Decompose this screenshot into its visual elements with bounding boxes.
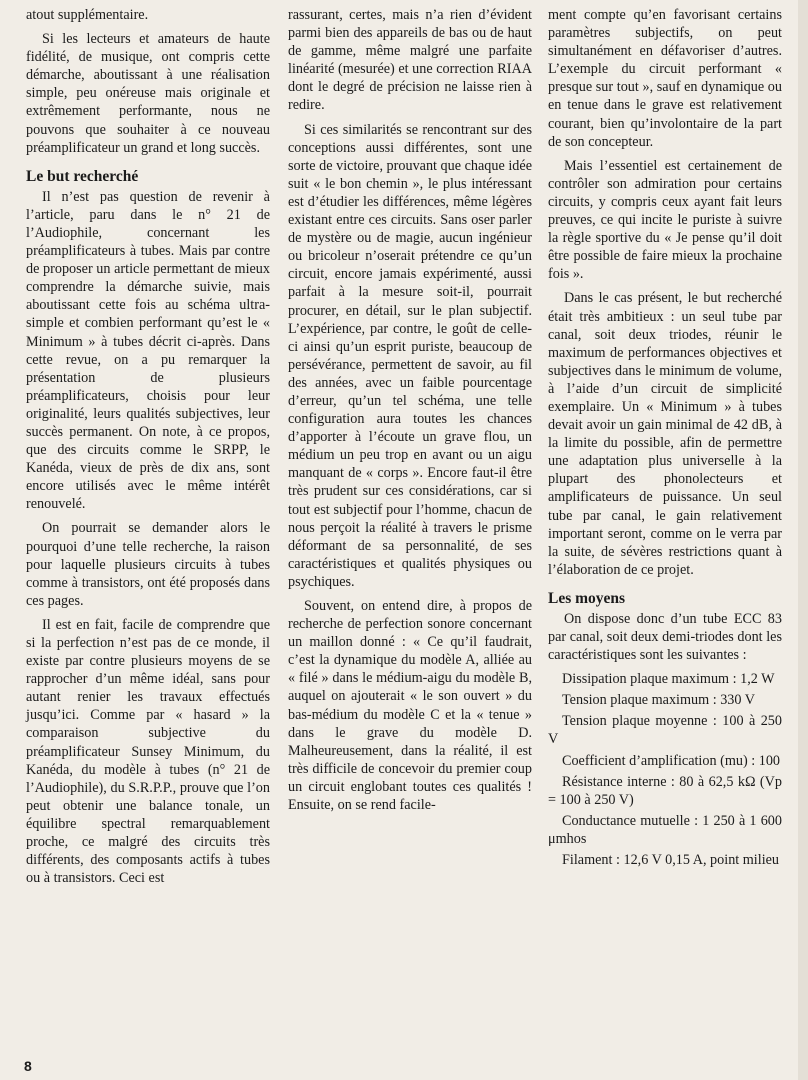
paragraph: Si ces similarités se rencontrant sur des conceptions aussi différentes, sont une sorte de victoire, prouvant que chaque idée suit « le bon chemin », le plus intéressant est d’étudier les différences, même légères existant entre ces circuits. Sans oser parler de mystère ou de magie, aucun ingénieur ou bricoleur n’oserait prétendre ce qu’un circuit, encore jamais expérimenté, aussi parfait à la mesure soit-il, pourrait procurer, en détail, sur le plan subjectif. L’expérience, par contre, le goût de celle-ci ainsi qu’un esprit puriste, beaucoup de persévérance, permettent de savoir, au fil des années, avec un faible pourcentage d’erreur, qu’un tel schéma, une telle configuration aura toutes les chances d’apporter à l’écoute un grave flou, un médium un peu trop en avant ou un aigu manquant de « corps ». Encore faut-il être très prudent sur ces considérations, car si tout est subjectif pour l’homme, chacun de nous perçoit la réalité à travers le prisme déformant de sa personnalité, de ses caractéristiques et qualités physiques ou psychiques. (288, 121, 532, 590)
paragraph: Souvent, on entend dire, à propos de recherche de perfection sonore concernant un maillon donné : « Ce qu’il faudrait, c’est la dynamique du modèle A, alliée au « filé » dans le médium-aigu du modèle B, auquel on ajouterait « le son ouvert » du bas-médium du modèle C et la « tenue » dans le grave du modèle D. Malheureusement, dans la réalité, il est très difficile de concevoir du premier coup un circuit englobant toutes ces qualités ! Ensuite, on se rend facile- (288, 598, 532, 814)
spec-line: Tension plaque moyenne : 100 à 250 V (548, 713, 782, 748)
text-column-1 (26, 6, 270, 893)
section-heading: Le but recherché (26, 167, 139, 185)
spec-line: Dissipation plaque maximum : 1,2 W (562, 671, 775, 688)
page-number: 8 (24, 1058, 32, 1074)
paragraph: Dans le cas présent, le but recherché était très ambitieux : un seul tube par canal, soit deux triodes, réunir le maximum de performances objectives et subjectives dans le minimum de volume, à l’aide d’un circuit de simplicité exemplaire. Un « Minimum » à tubes devait avoir un gain minimal de 42 dB, à la limite du possible, afin de permettre une adaptation plus universelle à la plupart des phonolecteurs et amplificateurs de puissance. Un seul tube par canal, le gain relativement important seront, comme on le verra par la suite, de sévères restrictions quant à l’élaboration de ce projet. (548, 290, 782, 578)
spec-line: Filament : 12,6 V 0,15 A, point milieu (562, 852, 780, 869)
spec-line: Conductance mutuelle : 1 250 à 1 600 μmhos (548, 812, 782, 847)
text-column-2 (288, 6, 532, 820)
paragraph: Mais l’essentiel est certainement de contrôler son admiration pour certains circuits, y compris ceux ayant fait leurs preuves, ce qui incite le puriste à suivre la règle sportive du « Je pense qu’il doit être possible de faire mieux la prochaine fois ». (548, 157, 782, 283)
section-heading: Les moyens (548, 589, 626, 607)
paragraph: Si les lecteurs et amateurs de haute fidélité, de musique, ont compris cette démarche, aboutissant à une réalisation simple, peu onéreuse mais originale et extrêmement performante, nous ne pouvons que souhaiter à ce nouveau préamplificateur un grand et long succès. (26, 31, 270, 156)
spec-line: Résistance interne : 80 à 62,5 kΩ (Vp = 100 à 250 V) (548, 773, 782, 808)
paragraph: Il n’est pas question de revenir à l’article, paru dans le n° 21 de l’Audiophile, concernant les préamplificateurs à tubes. Mais par contre de proposer un article permettant de mieux comprendre la démarche suivie, mais aboutissant cette fois au schéma ultra-simple et combien performant qu’est le « Minimum » à tubes décrit ci-après. Dans cette revue, on a pu remarquer la présentation de plusieurs préamplificateurs, choisis pour leur originalité, leurs qualités subjectives, leur succès permanent. On note, à ce propos, que des circuits comme le SRPP, le Kanéda, vieux de près de dix ans, sont encore utilisés avec le même intérêt renouvelé. (26, 188, 270, 513)
paragraph: On pourrait se demander alors le pourquoi d’une telle recherche, la raison pour laquelle plusieurs circuits à tubes comme à transistors, ont été proposés dans ces pages. (26, 520, 270, 609)
text-column-3 (548, 6, 782, 872)
paragraph: ment compte qu’en favorisant certains paramètres subjectifs, on peut simultanément en défavoriser d’autres. L’exemple du circuit performant « presque sur tout », sauf en dynamique ou en tenue dans le grave est relativement courant, bien qu’involontaire de la part de son concepteur. (548, 7, 782, 150)
page-edge (798, 0, 808, 1080)
paragraph: rassurant, certes, mais n’a rien d’évident parmi bien des appareils de bas ou de haut de gamme, même malgré une parfaite linéarité (mesurée) et une correction RIAA dont le degré de précision ne laisse rien à redire. (288, 7, 532, 114)
paragraph: Il est en fait, facile de comprendre que si la perfection n’est pas de ce monde, il existe par contre plusieurs moyens de se rapprocher d’un même idéal, sans pour autant renier les travaux effectués jusqu’ici. Comme par « hasard » la comparaison subjective du préamplificateur Sunsey Minimum, du Kanéda, du modèle à tubes (n° 21 de l’Audiophile), du S.R.P.P., prouve que l’on peut obtenir une balance tonale, un équilibre spectral remarquablement proche, ce malgré des circuits très différents, des composants actifs à tubes ou à transistors. Ceci est (26, 616, 270, 887)
paragraph: On dispose donc d’un tube ECC 83 par canal, soit deux demi-triodes dont les caractéristiques sont les suivantes : (548, 610, 782, 664)
paragraph: atout supplémentaire. (26, 7, 149, 23)
spec-line: Coefficient d’amplification (mu) : 100 (562, 752, 781, 769)
spec-line: Tension plaque maximum : 330 V (562, 692, 756, 709)
